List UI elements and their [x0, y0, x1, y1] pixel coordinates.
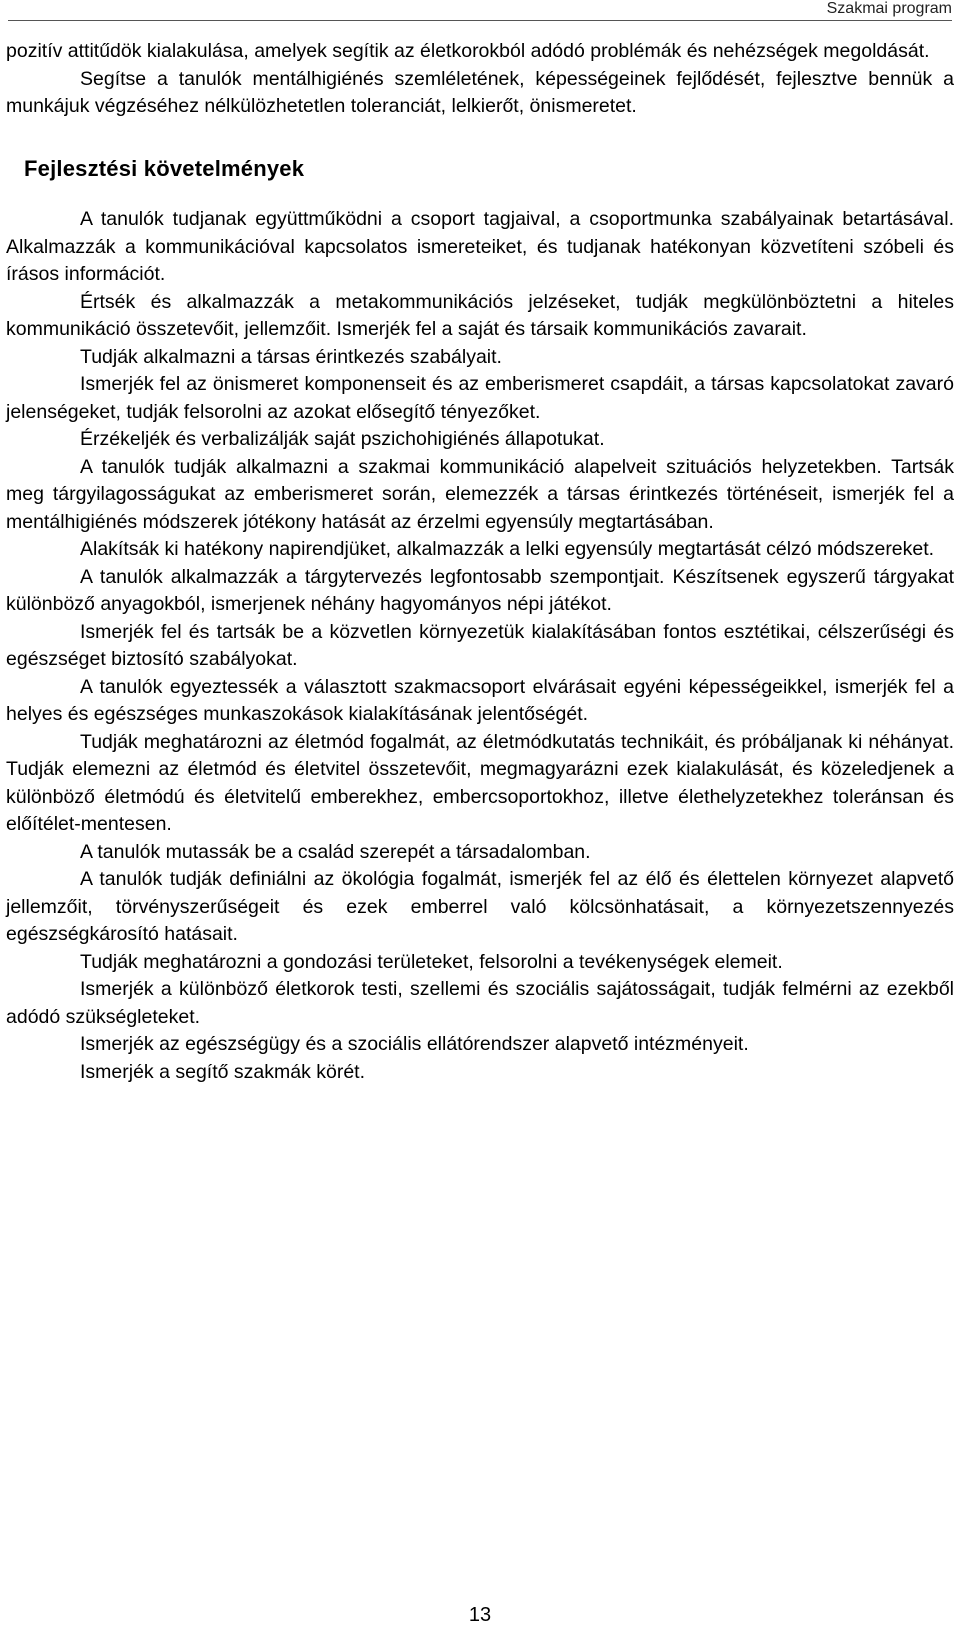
section-heading: Fejlesztési követelmények	[24, 155, 305, 181]
paragraph: Tudják alkalmazni a társas érintkezés szabályait.	[80, 345, 502, 368]
paragraph: Ismerjék fel és tartsák be a közvetlen környezetük kialakításában fontos esztétikai, célszerűségi és egészséget biztosító szabályokat.	[6, 620, 954, 670]
paragraph: Ismerjék a különböző életkorok testi, szellemi és szociális sajátosságait, tudják felmérni az ezekből adódó szükségleteket.	[6, 978, 954, 1028]
paragraph: Értsék és alkalmazzák a metakommunikációs jelzéseket, tudják megkülönböztetni a hiteles kommunikáció összetevőit, jellemzőit. Ismerjék fel a saját és társaik kommunikációs zavarait.	[6, 290, 954, 340]
paragraph: A tanulók egyeztessék a választott szakmacsoport elvárásait egyéni képességeikkel, ismerjék fel a helyes és egészséges munkaszokások kialakításának jelentőségét.	[6, 675, 954, 725]
paragraph: Segítse a tanulók mentálhigiénés szemléletének, képességeinek fejlődését, fejlesztve bennük a munkájuk végzéséhez nélkülözhetetlen toleranciát, lelkierőt, önismeretet.	[6, 67, 954, 117]
body-text	[6, 38, 954, 1086]
paragraph: Ismerjék a segítő szakmák körét.	[80, 1060, 366, 1083]
paragraph: A tanulók tudják definiálni az ökológia fogalmát, ismerjék fel az élő és élettelen környezet alapvető jellemzőit, törvényszerűségeit és ezek emberrel való kölcsönhatásait, a környezetszennyezés egészségkárosító hatásait.	[6, 868, 954, 945]
page-number: 13	[468, 1604, 492, 1626]
paragraph: A tanulók tudjanak együttműködni a csoport tagjaival, a csoportmunka szabályainak betartásával. Alkalmazzák a kommunikációval kapcsolatos ismereteiket, és tudjanak hatékonyan közvetíteni szóbeli és írásos információt.	[6, 208, 954, 285]
paragraph: Tudják meghatározni az életmód fogalmát, az életmódkutatás technikáit, és próbáljanak ki néhányat. Tudják elemezni az életmód és életvitel összetevőit, megmagyarázni ezek kialakulását, és közeledjenek a különböző életmódú és életvitelű emberekhez, embercsoportokhoz, illetve élethelyzetekhez toleránsan és előítélet-mentesen.	[6, 730, 954, 835]
paragraph: Alakítsák ki hatékony napirendjüket, alkalmazzák a lelki egyensúly megtartását célzó módszereket.	[80, 538, 935, 560]
paragraph: A tanulók mutassák be a család szerepét a társadalomban.	[80, 840, 591, 863]
paragraph: Ismerjék az egészségügy és a szociális ellátórendszer alapvető intézményeit.	[80, 1033, 749, 1055]
paragraph: Érzékeljék és verbalizálják saját pszichohigiénés állapotukat.	[80, 428, 605, 450]
running-header: Szakmai program	[8, 0, 952, 21]
paragraph: A tanulók tudják alkalmazni a szakmai kommunikáció alapelveit szituációs helyzetekben. Tartsák meg tárgyilagosságukat az emberismeret során, elemezzék a társas érintkezés történéseit, ismerjék fel a mentálhigiénés módszerek jótékony hatását az érzelmi egyensúly megtartásában.	[6, 455, 954, 533]
paragraph: pozitív attitűdök kialakulása, amelyek segítik az életkorokból adódó problémák és nehézségek megoldását.	[6, 40, 930, 62]
paragraph: Ismerjék fel az önismeret komponenseit és az emberismeret csapdáit, a társas kapcsolatokat zavaró jelenségeket, tudják felsorolni az azokat elősegítő tényezőket.	[6, 373, 954, 423]
paragraph: Tudják meghatározni a gondozási területeket, felsorolni a tevékenységek elemeit.	[80, 950, 783, 973]
paragraph: A tanulók alkalmazzák a tárgytervezés legfontosabb szempontjait. Készítsenek egyszerű tárgyakat különböző anyagokból, ismerjenek néhány hagyományos népi játékot.	[6, 565, 954, 615]
